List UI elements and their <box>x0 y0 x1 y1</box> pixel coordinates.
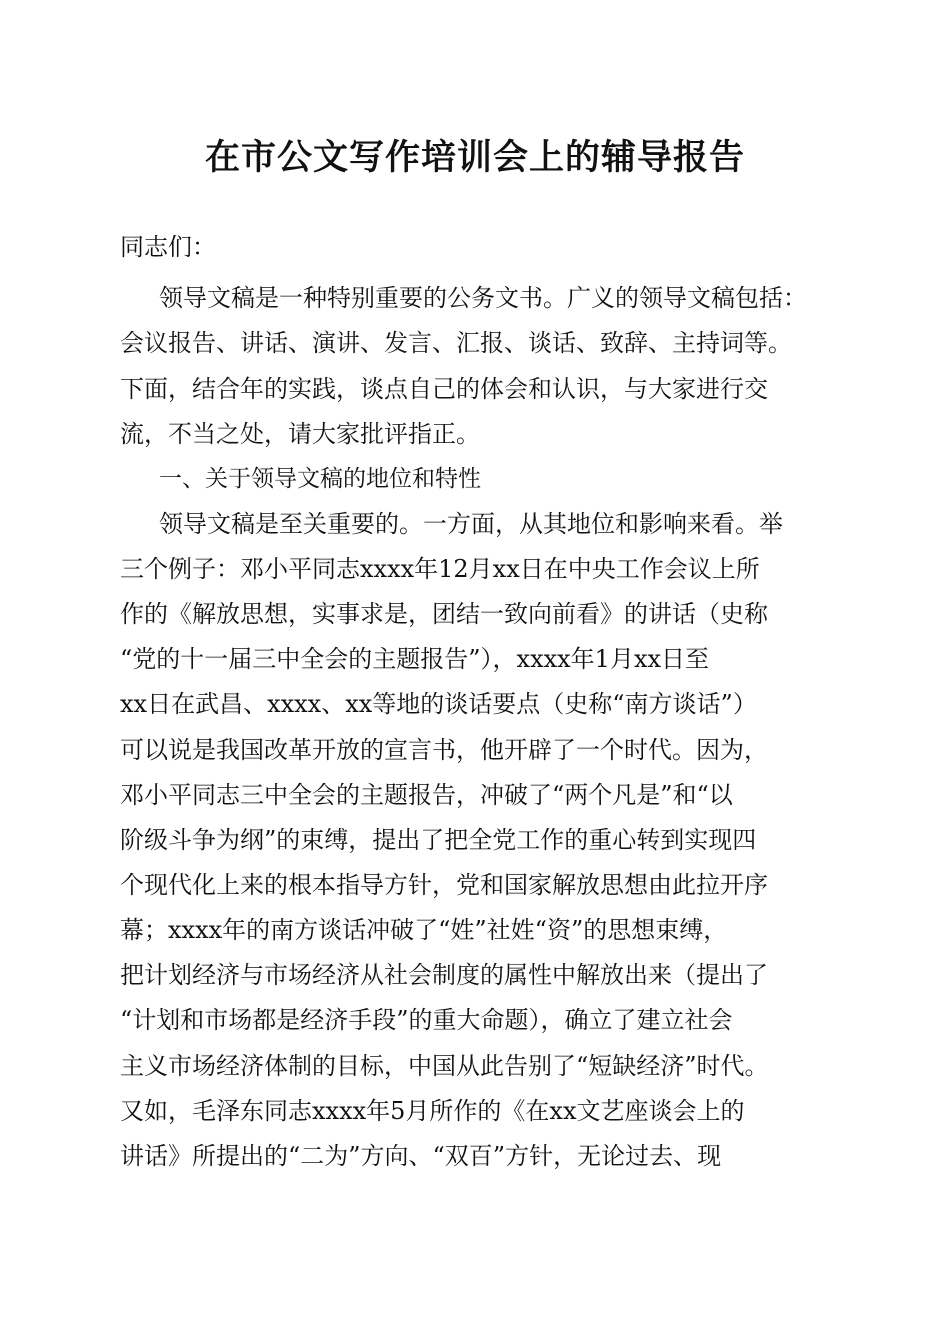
paragraph-1-line-4: 流，不当之处，请大家批评指正。 <box>120 420 480 448</box>
paragraph-1-line-2: 会议报告、讲话、演讲、发言、汇报、谈话、致辞、主持词等。 <box>120 329 792 357</box>
paragraph-1-line-3: 下面，结合年的实践，谈点自己的体会和认识，与大家进行交 <box>120 375 768 403</box>
paragraph-2-line-14: 又如，毛泽东同志xxxx年5月所作的《在xx文艺座谈会上的 <box>120 1097 745 1125</box>
salutation: 同志们： <box>120 233 216 261</box>
paragraph-2-line-8: 阶级斗争为纲”的束缚，提出了把全党工作的重心转到实现四 <box>120 826 757 854</box>
paragraph-2-line-7: 邓小平同志三中全会的主题报告，冲破了“两个凡是”和“以 <box>120 781 733 809</box>
paragraph-2-line-3: 作的《解放思想，实事求是，团结一致向前看》的讲话（史称 <box>120 600 768 628</box>
paragraph-2-line-11: 把计划经济与市场经济从社会制度的属性中解放出来（提出了 <box>120 961 768 989</box>
paragraph-2-line-13: 主义市场经济体制的目标，中国从此告别了“短缺经济”时代。 <box>120 1052 769 1080</box>
paragraph-2-line-4: “党的十一届三中全会的主题报告”），xxxx年1月xx日至 <box>120 645 710 673</box>
paragraph-2-line-12: “计划和市场都是经济手段”的重大命题），确立了建立社会 <box>120 1006 733 1034</box>
paragraph-2-line-2: 三个例子：邓小平同志xxxx年12月xx日在中央工作会议上所 <box>120 555 760 583</box>
paragraph-1-line-1: 领导文稿是一种特别重要的公务文书。广义的领导文稿包括： <box>159 284 807 312</box>
paragraph-2-line-10: 幕；xxxx年的南方谈话冲破了“姓”社姓“资”的思想束缚， <box>120 916 728 944</box>
paragraph-2-line-5: xx日在武昌、xxxx、xx等地的谈话要点（史称“南方谈话”） <box>120 690 757 718</box>
paragraph-2-line-9: 个现代化上来的根本指导方针，党和国家解放思想由此拉开序 <box>120 871 768 899</box>
paragraph-2-line-15: 讲话》所提出的“二为”方向、“双百”方针，无论过去、现 <box>120 1142 722 1170</box>
paragraph-2-line-6: 可以说是我国改革开放的宣言书，他开辟了一个时代。因为， <box>120 736 768 764</box>
section-heading-1: 一、关于领导文稿的地位和特性 <box>159 466 481 492</box>
paragraph-2-line-1: 领导文稿是至关重要的。一方面，从其地位和影响来看。举 <box>159 510 783 538</box>
document-title: 在市公文写作培训会上的辅导报告 <box>204 137 745 178</box>
